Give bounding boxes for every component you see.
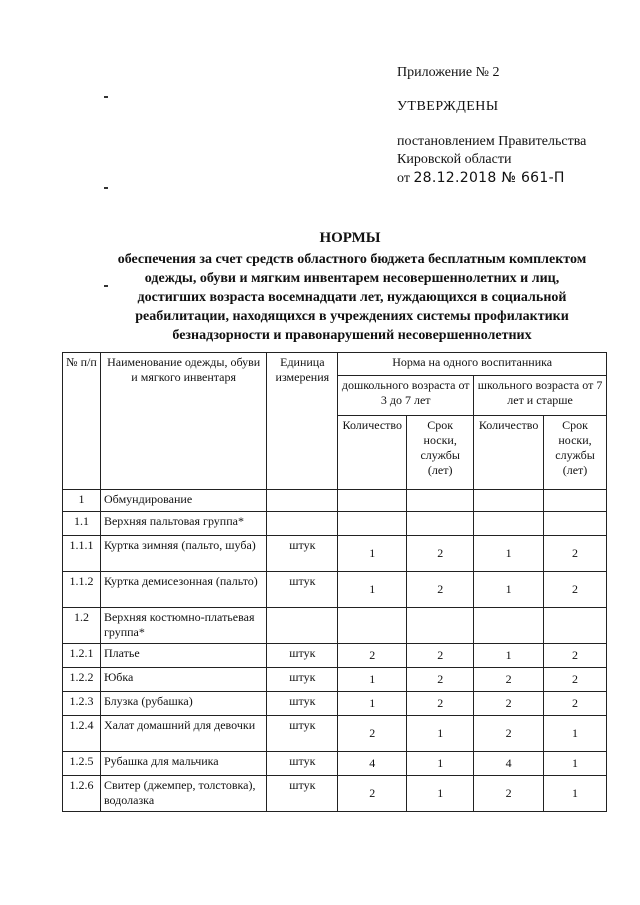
row-qty-preschool: 1 (338, 536, 407, 572)
scan-speck (104, 187, 108, 189)
table-row (63, 512, 607, 536)
row-term-school: 2 (544, 536, 607, 572)
row-qty-school: 1 (474, 644, 544, 668)
row-name: Куртка зимняя (пальто, шуба) (100, 536, 266, 572)
header-preschool: дошкольного возраста от 3 до 7 лет (338, 376, 474, 416)
row-term-school: 1 (544, 776, 607, 812)
approval-line-2: Кировской области (397, 152, 512, 167)
row-name: Платье (100, 644, 266, 668)
row-qty-school: 4 (474, 752, 544, 776)
row-term-preschool: 2 (407, 692, 474, 716)
row-qty-school: 2 (474, 776, 544, 812)
row-term-preschool: 1 (407, 776, 474, 812)
row-term-preschool (407, 512, 474, 536)
table-row (63, 776, 607, 812)
row-qty-school: 1 (474, 572, 544, 608)
row-name: Свитер (джемпер, толстовка), водолазка (100, 776, 266, 812)
row-qty-preschool (338, 512, 407, 536)
row-unit: штук (267, 668, 338, 692)
subtitle-line: безнадзорности и правонарушений несовершеннолетних (172, 328, 532, 343)
row-number: 1.2.1 (63, 644, 101, 668)
row-name: Куртка демисезонная (пальто) (100, 572, 266, 608)
row-qty-school: 2 (474, 716, 544, 752)
row-number: 1 (63, 490, 101, 512)
header-term-school: Срок носки, службы (лет) (544, 416, 607, 490)
row-qty-school: 1 (474, 536, 544, 572)
row-unit (267, 490, 338, 512)
table-row (63, 716, 607, 752)
row-term-school (544, 490, 607, 512)
header-term-preschool: Срок носки, службы (лет) (407, 416, 474, 490)
row-qty-school: 2 (474, 668, 544, 692)
subtitle-line: одежды, обуви и мягким инвентарем несовершеннолетних и лиц, (144, 271, 560, 286)
row-term-school (544, 608, 607, 644)
row-unit: штук (267, 716, 338, 752)
header-qty-preschool: Количество (338, 416, 407, 490)
row-name: Рубашка для мальчика (100, 752, 266, 776)
document-title: НОРМЫ (319, 230, 381, 246)
header-qty-school: Количество (474, 416, 544, 490)
row-name: Верхняя костюмно-платьевая группа* (100, 608, 266, 644)
row-unit: штук (267, 536, 338, 572)
row-qty-preschool: 2 (338, 776, 407, 812)
row-qty-preschool (338, 490, 407, 512)
row-term-preschool: 1 (407, 752, 474, 776)
scan-speck (104, 96, 108, 98)
row-term-preschool: 2 (407, 644, 474, 668)
row-number: 1.2.3 (63, 692, 101, 716)
row-number: 1.1.2 (63, 572, 101, 608)
approval-line-1: постановлением Правительства (397, 134, 587, 149)
row-number: 1.2.6 (63, 776, 101, 812)
table-row (63, 692, 607, 716)
row-term-school: 1 (544, 752, 607, 776)
handwritten-date-number: 28.12.2018 № 661-П (413, 170, 565, 186)
row-term-school: 1 (544, 716, 607, 752)
row-qty-preschool: 4 (338, 752, 407, 776)
table-row (63, 490, 607, 512)
row-name: Юбка (100, 668, 266, 692)
header-unit: Единица измерения (267, 353, 338, 490)
row-number: 1.2.2 (63, 668, 101, 692)
row-number: 1.1 (63, 512, 101, 536)
table-row (63, 608, 607, 644)
row-term-preschool: 2 (407, 572, 474, 608)
row-term-preschool: 1 (407, 716, 474, 752)
row-unit (267, 512, 338, 536)
row-qty-preschool (338, 608, 407, 644)
subtitle-line: достигших возраста восемнадцати лет, нуждающихся в социальной (137, 290, 567, 305)
row-number: 1.2.5 (63, 752, 101, 776)
row-unit: штук (267, 644, 338, 668)
row-unit: штук (267, 776, 338, 812)
row-unit: штук (267, 572, 338, 608)
subtitle-line: обеспечения за счет средств областного бюджета бесплатным комплектом (117, 252, 587, 267)
row-qty-preschool: 2 (338, 644, 407, 668)
row-name: Халат домашний для девочки (100, 716, 266, 752)
header-num: № п/п (63, 353, 101, 490)
approval-block (397, 64, 627, 188)
header-name: Наименование одежды, обуви и мягкого инвентаря (100, 353, 266, 490)
row-term-school: 2 (544, 644, 607, 668)
annex-label: Приложение № 2 (397, 65, 500, 80)
approved-label: УТВЕРЖДЕНЫ (397, 99, 499, 114)
row-name: Верхняя пальтовая группа* (100, 512, 266, 536)
row-qty-school (474, 608, 544, 644)
row-term-school: 2 (544, 692, 607, 716)
table-row (63, 668, 607, 692)
row-term-school: 2 (544, 668, 607, 692)
document-subtitle (74, 250, 630, 345)
row-qty-school (474, 512, 544, 536)
row-unit: штук (267, 752, 338, 776)
norms-table (62, 352, 607, 812)
row-term-preschool (407, 490, 474, 512)
header-norm: Норма на одного воспитанника (338, 353, 607, 376)
row-number: 1.2 (63, 608, 101, 644)
table-row (63, 572, 607, 608)
table-row (63, 752, 607, 776)
row-qty-preschool: 1 (338, 572, 407, 608)
row-qty-school (474, 490, 544, 512)
row-term-preschool: 2 (407, 536, 474, 572)
row-term-school: 2 (544, 572, 607, 608)
row-qty-preschool: 1 (338, 692, 407, 716)
subtitle-line: реабилитации, находящихся в учреждениях системы профилактики (135, 309, 569, 324)
table-row (63, 644, 607, 668)
row-term-preschool: 2 (407, 668, 474, 692)
row-qty-preschool: 2 (338, 716, 407, 752)
row-term-school (544, 512, 607, 536)
row-qty-school: 2 (474, 692, 544, 716)
row-name: Блузка (рубашка) (100, 692, 266, 716)
row-number: 1.2.4 (63, 716, 101, 752)
row-number: 1.1.1 (63, 536, 101, 572)
row-name: Обмундирование (100, 490, 266, 512)
row-unit: штук (267, 692, 338, 716)
row-term-preschool (407, 608, 474, 644)
row-unit (267, 608, 338, 644)
row-qty-preschool: 1 (338, 668, 407, 692)
header-school: школьного возраста от 7 лет и старше (474, 376, 607, 416)
table-row (63, 536, 607, 572)
approval-date-prefix: от (397, 171, 410, 186)
approval-line-3 (397, 169, 627, 188)
